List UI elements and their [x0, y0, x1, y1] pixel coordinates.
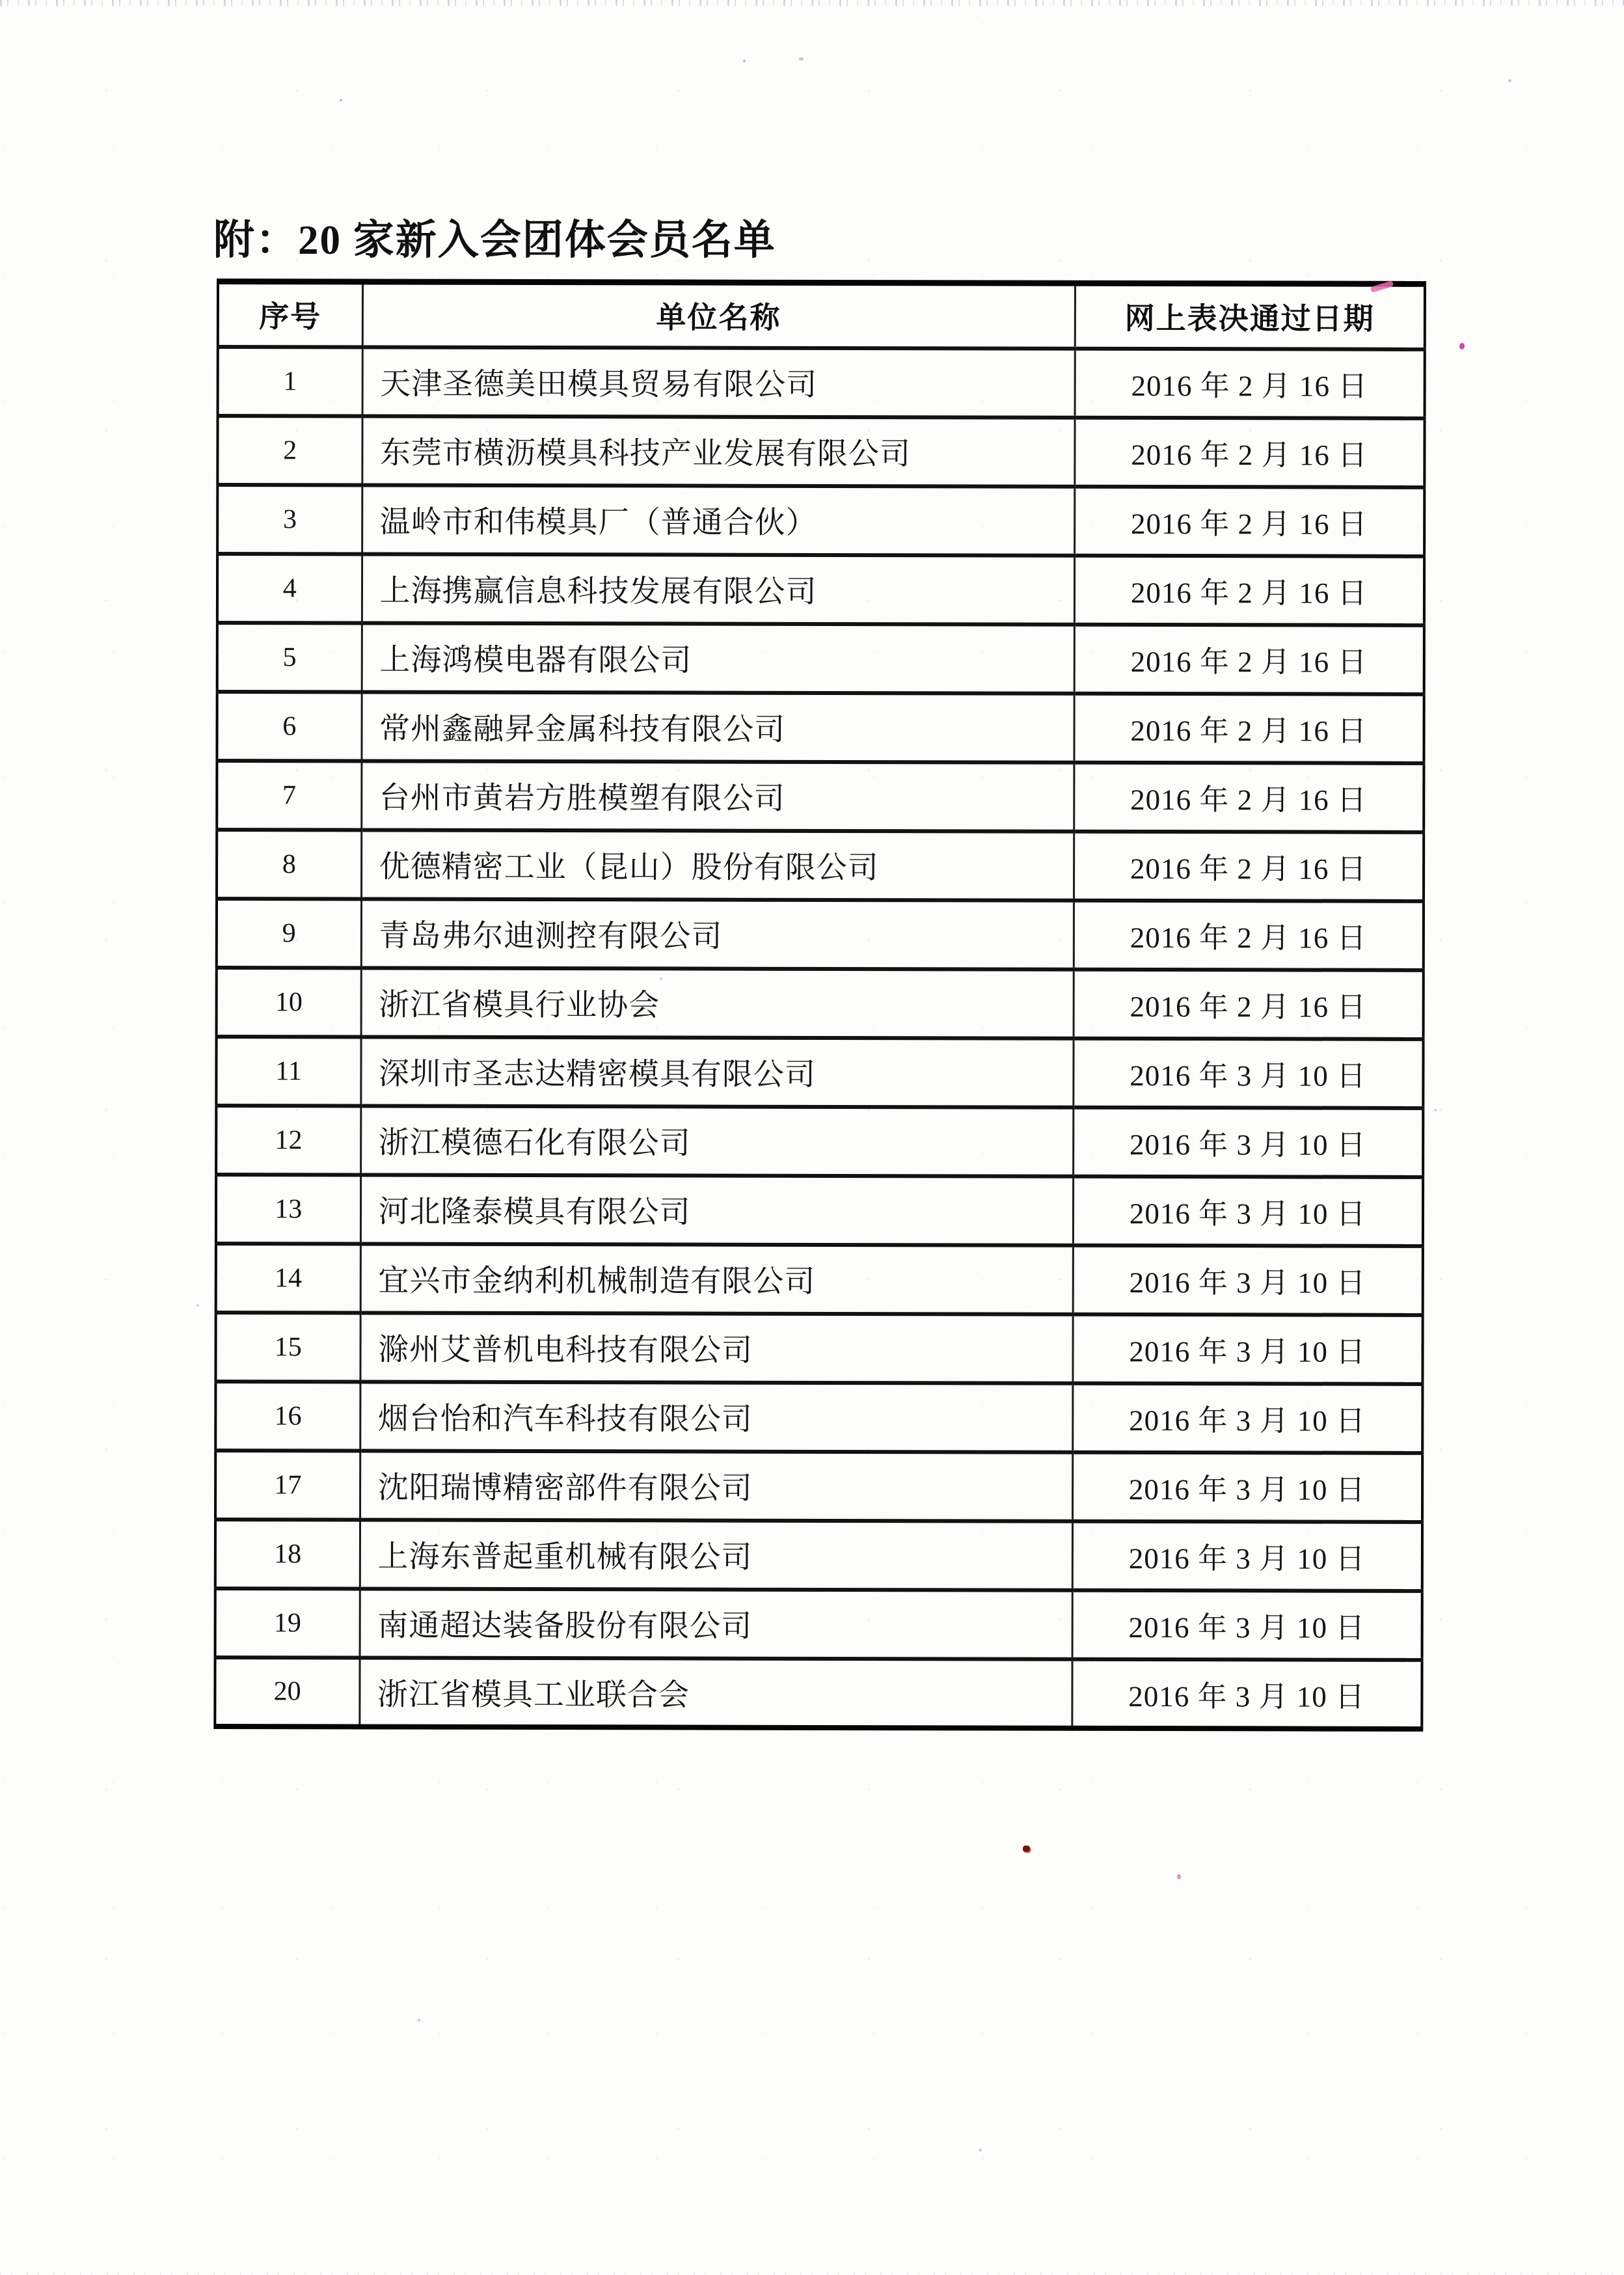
scan-artifact-pink-dot — [1177, 1874, 1181, 1879]
page-title: 附：20 家新入会团体会员名单 — [213, 217, 776, 263]
table-row — [217, 968, 1424, 1039]
table-row — [215, 1313, 1422, 1384]
serial-number-cell: 16 — [215, 1382, 360, 1451]
scan-artifact-speck — [660, 977, 662, 980]
unit-name-cell: 常州鑫融昇金属科技有限公司 — [361, 692, 1074, 762]
unit-name-cell: 上海东普起重机械有限公司 — [360, 1519, 1072, 1590]
scan-artifact-speck — [1434, 1109, 1437, 1111]
serial-number-cell: 19 — [215, 1588, 360, 1657]
header-vote-pass-date: 网上表决通过日期 — [1075, 283, 1425, 349]
serial-number-cell: 7 — [217, 761, 361, 830]
serial-number-cell: 9 — [217, 899, 361, 968]
table-row — [217, 830, 1424, 901]
unit-name-cell: 烟台怡和汽车科技有限公司 — [360, 1382, 1072, 1452]
table-row — [217, 416, 1424, 487]
table-row — [217, 761, 1424, 832]
table-row — [216, 1175, 1423, 1246]
table-row — [216, 1037, 1423, 1108]
serial-number-cell: 3 — [217, 485, 362, 554]
serial-number-cell: 4 — [217, 554, 362, 623]
table-row — [218, 347, 1425, 418]
serial-number-cell: 20 — [215, 1657, 359, 1726]
vote-date-cell: 2016 年 2 月 16 日 — [1074, 486, 1424, 556]
scan-artifact-speck — [743, 60, 746, 62]
vote-date-cell: 2016 年 2 月 16 日 — [1074, 693, 1424, 763]
vote-date-cell: 2016 年 3 月 10 日 — [1073, 1107, 1423, 1177]
vote-date-cell: 2016 年 2 月 16 日 — [1074, 900, 1424, 970]
serial-number-cell: 6 — [217, 692, 361, 761]
unit-name-cell: 青岛弗尔迪测控有限公司 — [361, 899, 1074, 969]
unit-name-cell: 滁州艾普机电科技有限公司 — [360, 1313, 1072, 1383]
serial-number-cell: 12 — [216, 1106, 360, 1175]
serial-number-cell: 2 — [217, 416, 362, 485]
unit-name-cell: 浙江省模具工业联合会 — [359, 1657, 1072, 1728]
vote-date-cell: 2016 年 2 月 16 日 — [1074, 624, 1424, 694]
unit-name-cell: 东莞市横沥模具科技产业发展有限公司 — [362, 416, 1074, 486]
unit-name-cell: 南通超达装备股份有限公司 — [360, 1588, 1072, 1659]
table-row — [217, 899, 1424, 970]
serial-number-cell: 18 — [215, 1519, 360, 1588]
serial-number-cell: 1 — [218, 347, 362, 416]
new-members-table — [213, 279, 1426, 1731]
table-header-row — [218, 282, 1425, 349]
unit-name-cell: 浙江省模具行业协会 — [361, 968, 1074, 1038]
vote-date-cell: 2016 年 2 月 16 日 — [1074, 555, 1424, 625]
unit-name-cell: 上海携赢信息科技发展有限公司 — [362, 554, 1074, 624]
unit-name-cell: 上海鸿模电器有限公司 — [362, 623, 1074, 693]
vote-date-cell: 2016 年 3 月 10 日 — [1072, 1452, 1422, 1521]
vote-date-cell: 2016 年 3 月 10 日 — [1072, 1590, 1422, 1659]
vote-date-cell: 2016 年 3 月 10 日 — [1072, 1521, 1422, 1590]
vote-date-cell: 2016 年 2 月 16 日 — [1074, 831, 1424, 901]
table-row — [215, 1657, 1422, 1728]
scan-artifact-speck — [418, 2019, 420, 2022]
vote-date-cell: 2016 年 3 月 10 日 — [1073, 1038, 1423, 1108]
table-row — [217, 485, 1424, 556]
table-header — [218, 282, 1425, 349]
scan-noise-top-edge — [0, 0, 1624, 6]
unit-name-cell: 河北隆泰模具有限公司 — [360, 1175, 1073, 1245]
serial-number-cell: 8 — [217, 830, 361, 899]
table-body — [215, 347, 1424, 1729]
table-row — [217, 692, 1424, 763]
scan-artifact-speck — [196, 1304, 199, 1307]
unit-name-cell: 优德精密工业（昆山）股份有限公司 — [361, 830, 1074, 900]
table-row — [215, 1519, 1422, 1591]
scan-artifact-speck — [979, 2149, 982, 2151]
vote-date-cell: 2016 年 3 月 10 日 — [1073, 1245, 1423, 1315]
vote-date-cell: 2016 年 2 月 16 日 — [1074, 417, 1424, 487]
unit-name-cell: 深圳市圣志达精密模具有限公司 — [360, 1037, 1073, 1107]
table-row — [216, 1244, 1423, 1315]
serial-number-cell: 13 — [216, 1175, 360, 1244]
scan-artifact-speck — [340, 99, 342, 102]
unit-name-cell: 天津圣德美田模具贸易有限公司 — [362, 347, 1075, 417]
unit-name-cell: 浙江模德石化有限公司 — [360, 1106, 1073, 1176]
vote-date-cell: 2016 年 2 月 16 日 — [1074, 969, 1424, 1039]
scan-artifact-red-dot — [1023, 1846, 1030, 1852]
unit-name-cell: 沈阳瑞博精密部件有限公司 — [360, 1451, 1072, 1521]
vote-date-cell: 2016 年 2 月 16 日 — [1075, 348, 1425, 418]
table-row — [215, 1382, 1422, 1453]
scan-noise-bottom-edge — [0, 2271, 1624, 2275]
serial-number-cell: 5 — [217, 623, 362, 692]
vote-date-cell: 2016 年 3 月 10 日 — [1072, 1383, 1422, 1452]
table-row — [217, 554, 1424, 625]
vote-date-cell: 2016 年 3 月 10 日 — [1072, 1314, 1422, 1383]
table-row — [216, 1106, 1423, 1177]
serial-number-cell: 15 — [215, 1313, 360, 1382]
header-serial-number: 序号 — [218, 282, 362, 347]
table-row — [215, 1588, 1422, 1659]
scan-artifact-magenta-dot — [1459, 343, 1465, 349]
serial-number-cell: 14 — [216, 1244, 360, 1313]
header-unit-name: 单位名称 — [362, 282, 1075, 348]
vote-date-cell: 2016 年 2 月 16 日 — [1074, 762, 1424, 832]
unit-name-cell: 宜兴市金纳利机械制造有限公司 — [360, 1244, 1073, 1314]
unit-name-cell: 台州市黄岩方胜模塑有限公司 — [361, 761, 1074, 831]
vote-date-cell: 2016 年 3 月 10 日 — [1073, 1176, 1423, 1246]
table-row — [215, 1451, 1422, 1522]
scan-artifact-speck — [799, 57, 804, 61]
serial-number-cell: 10 — [217, 968, 361, 1037]
table-row — [217, 623, 1424, 694]
scan-artifact-speck — [1508, 79, 1511, 82]
vote-date-cell: 2016 年 3 月 10 日 — [1072, 1659, 1422, 1728]
serial-number-cell: 11 — [216, 1037, 360, 1106]
unit-name-cell: 温岭市和伟模具厂（普通合伙） — [362, 485, 1074, 555]
serial-number-cell: 17 — [215, 1451, 360, 1519]
